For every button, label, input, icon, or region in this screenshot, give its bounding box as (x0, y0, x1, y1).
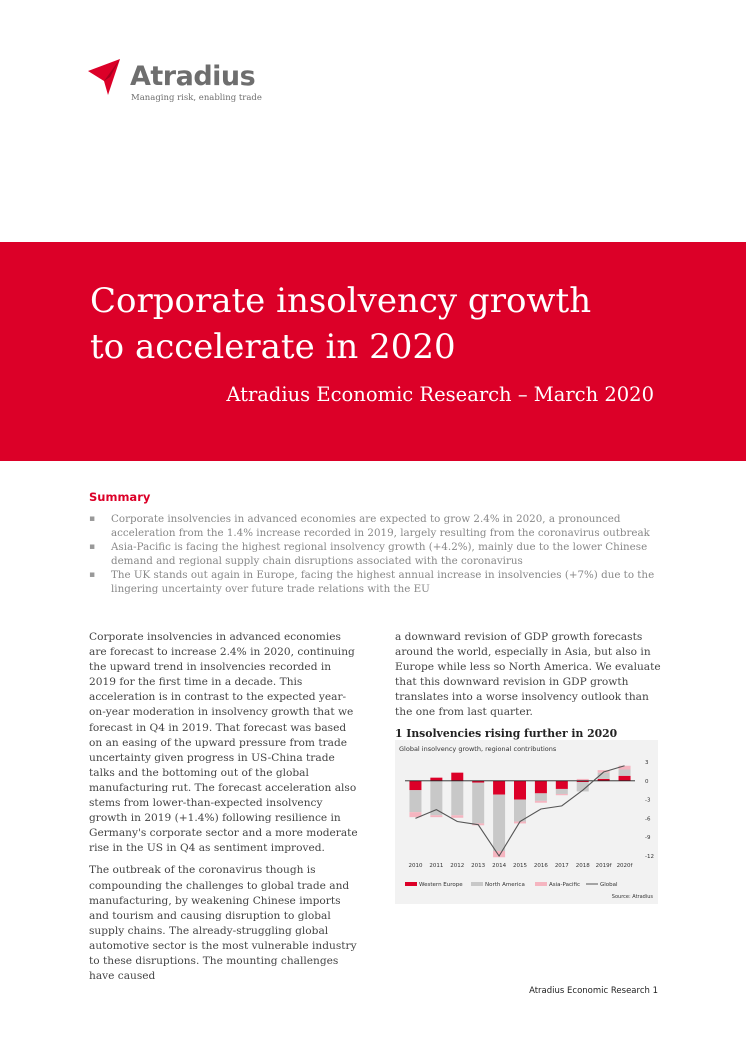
bar-western-europe (535, 781, 547, 794)
y-tick-label: -12 (645, 854, 654, 860)
figure-title: 1 Insolvencies rising further in 2020 (395, 727, 618, 740)
x-tick-label: 2013 (471, 863, 486, 869)
bar-north-america (535, 793, 547, 801)
legend-label: Asia-Pacific (549, 882, 580, 888)
summary-list (89, 512, 669, 596)
legend-swatch (535, 882, 547, 886)
legend-label: North America (485, 882, 525, 888)
x-tick-label: 2011 (429, 863, 444, 869)
y-tick-label: -3 (645, 797, 651, 804)
summary-bullet: ▪ Asia-Pacific is facing the highest regional insolvency growth (+4.2%), mainly due to the lower Chinese demand and regional supply chain disruptions associated with the coronavirus (89, 540, 669, 568)
atradius-logo (86, 55, 266, 105)
bar-north-america (409, 790, 421, 812)
x-tick-label: 2014 (492, 863, 507, 869)
legend-label: Western Europe (419, 882, 463, 888)
bar-western-europe (430, 778, 442, 781)
bar-western-europe (409, 781, 421, 790)
body-paragraph: a downward revision of GDP growth forecasts around the world, especially in Asia, but also in Europe while less so North America. We evaluate that this downward revision in GDP growth translates into a worse insolvency outlook than the one from last quarter. (395, 631, 661, 719)
bar-north-america (514, 800, 526, 822)
page-subtitle: Atradius Economic Research – March 2020 (226, 383, 654, 406)
atradius-mark-icon (86, 57, 128, 97)
bar-north-america (451, 781, 463, 815)
body-paragraph: The outbreak of the coronavirus though is compounding the challenges to global trade and manufacturing, by weakening Chinese imports and tourism and causing disruption to global supply chains. The already-struggling global automotive sector is the most vulnerable industry to these disruptions. The mounting challenges have caused (89, 864, 357, 983)
x-tick-label: 2016 (533, 863, 548, 869)
y-tick-label: -6 (645, 816, 651, 823)
chart-source: Source: Atradius (611, 894, 653, 900)
summary-heading: Summary (89, 490, 151, 504)
page-footer: Atradius Economic Research 1 (529, 986, 658, 996)
x-tick-label: 2012 (450, 863, 465, 869)
body-column-left (89, 630, 361, 991)
bar-western-europe (493, 781, 505, 795)
y-tick-label: 0 (645, 778, 649, 785)
bar-western-europe (556, 781, 568, 789)
y-tick-label: 3 (645, 760, 649, 766)
bar-north-america (472, 783, 484, 824)
x-tick-label: 2015 (513, 863, 527, 869)
x-tick-label: 2018 (575, 863, 590, 869)
bar-western-europe (619, 776, 631, 781)
title-line-1: Corporate insolvency growth (90, 281, 592, 321)
bar-asia-pacific (535, 801, 547, 803)
x-tick-label: 2020f (616, 863, 633, 869)
bar-north-america (619, 770, 631, 776)
title-line-2: to accelerate in 2020 (90, 327, 456, 367)
legend-swatch (471, 882, 483, 886)
bar-western-europe (451, 773, 463, 781)
brand-name: Atradius (130, 61, 256, 92)
legend-swatch (405, 882, 417, 886)
chart-subtitle: Global insolvency growth, regional contributions (399, 745, 557, 753)
x-tick-label: 2019f (595, 863, 612, 869)
body-column-right (395, 630, 665, 728)
x-tick-label: 2017 (554, 863, 569, 869)
chart-svg (395, 740, 658, 904)
bar-asia-pacific (430, 815, 442, 817)
body-paragraph: Corporate insolvencies in advanced economies are forecast to increase 2.4% in 2020, continuing the upward trend in insolvencies recorded in 2019 for the first time in a decade. This acceleration is in contrast to the expected year-on-year moderation in insolvency growth that we forecast in Q4 in 2019. That forecast was based on an easing of the upward pressure from trade uncertainty given progress in US-China trade talks and the bottoming out of the global manufacturing rut. The forecast acceleration also stems from lower-than-expected insolvency growth in 2019 (+1.4%) following resilience in Germany's corporate sector and a more moderate rise in the US in Q4 as sentiment improved. (89, 631, 358, 855)
bar-north-america (493, 795, 505, 851)
legend-label: Global (600, 882, 618, 888)
summary-bullet: ▪ Corporate insolvencies in advanced economies are expected to grow 2.4% in 2020, a pronounced acceleration from the 1.4% increase recorded in 2019, largely resulting from the coronavirus outbreak (89, 512, 669, 540)
chart (395, 740, 658, 904)
page-title (90, 278, 710, 370)
x-tick-label: 2010 (408, 863, 423, 869)
brand-tagline: Managing risk, enabling trade (131, 93, 262, 103)
y-tick-label: -9 (645, 835, 651, 842)
bar-western-europe (514, 781, 526, 800)
bar-asia-pacific (451, 815, 463, 818)
summary-bullet: ▪ The UK stands out again in Europe, facing the highest annual increase in insolvencies (+7%) due to the lingering uncertainty over future trade relations with the EU (89, 568, 669, 596)
title-banner (0, 242, 746, 461)
bar-north-america (556, 789, 568, 794)
bar-asia-pacific (556, 794, 568, 795)
